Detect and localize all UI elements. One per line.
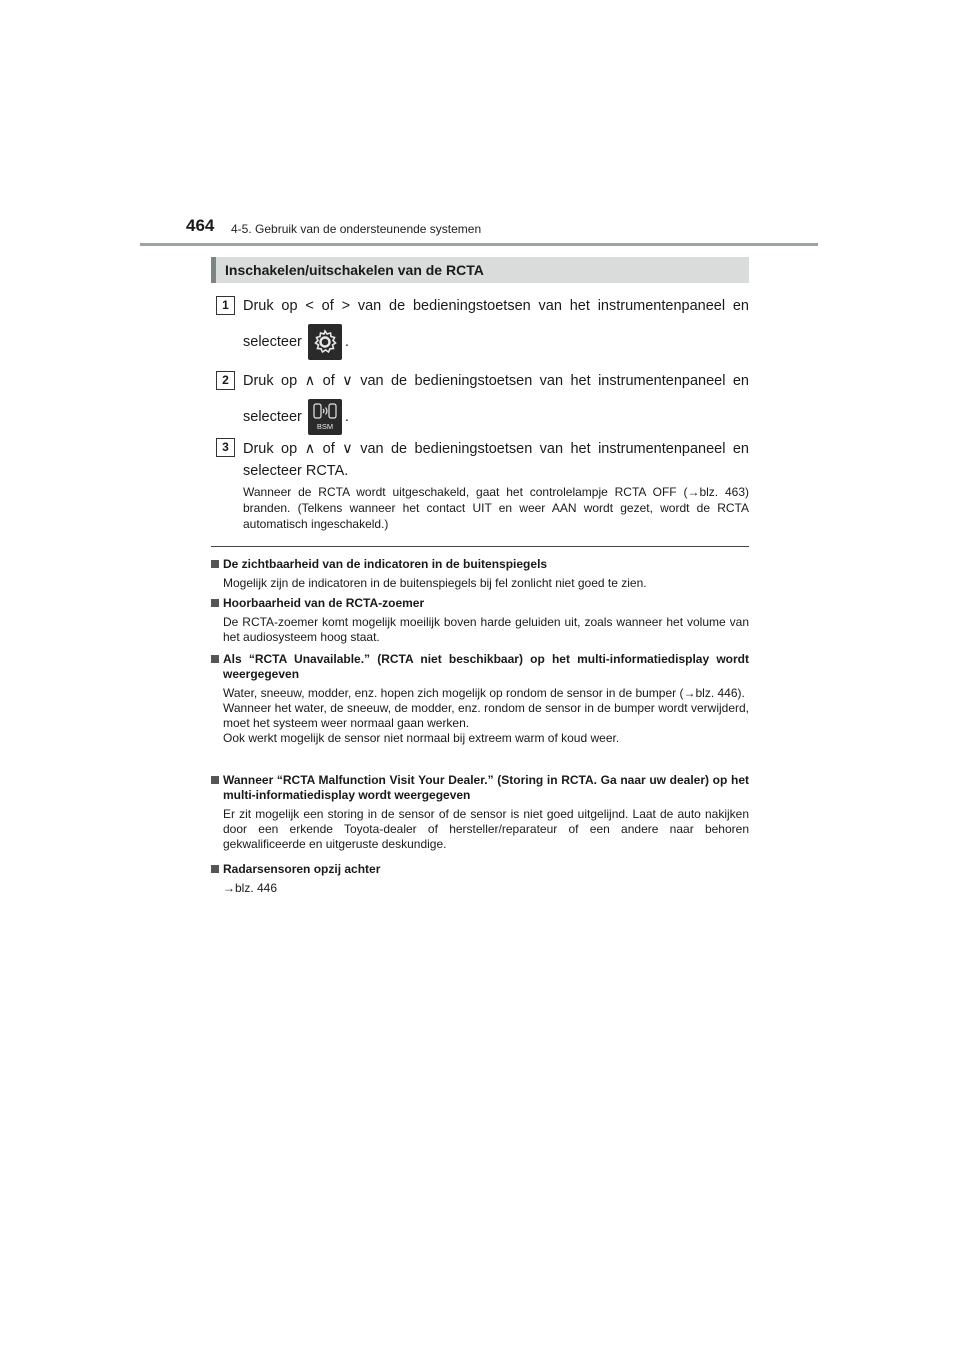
step-number: 2 bbox=[216, 371, 235, 390]
bsm-icon-box bbox=[308, 399, 342, 435]
info-body: →blz. 446 bbox=[223, 881, 278, 895]
bullet-square-icon bbox=[211, 776, 219, 784]
info-heading: Hoorbaarheid van de RCTA-zoemer bbox=[211, 596, 749, 611]
info-body: Mogelijk zijn de indicatoren in de buitenspiegels bij fel zonlicht niet goed te zien. bbox=[223, 576, 647, 590]
info-body: Water, sneeuw, modder, enz. hopen zich mogelijk op rondom de sensor in de bumper (→blz. 446). bbox=[223, 686, 745, 700]
title-bar bbox=[211, 257, 749, 283]
bullet-square-icon bbox=[211, 599, 219, 607]
step-text: Druk op ∧ of ∨ van de bedieningstoetsen van het instrumentenpaneel en bbox=[243, 441, 749, 457]
info-body: Er zit mogelijk een storing in de sensor of de sensor is niet goed uitgelijnd. Laat de auto nakijken door een erkende Toyota-dealer of hersteller/reparateur of een andere naar behoren gekwalificeerde en uitgeruste deskundige. bbox=[223, 807, 749, 851]
info-heading: De zichtbaarheid van de indicatoren in de buitenspiegels bbox=[211, 557, 749, 572]
bullet-square-icon bbox=[211, 865, 219, 873]
info-item bbox=[211, 773, 749, 852]
step-text-cont: selecteer RCTA. bbox=[243, 463, 349, 479]
step-2 bbox=[216, 371, 749, 435]
settings-icon-box bbox=[308, 324, 342, 360]
select-label: selecteer bbox=[243, 334, 302, 350]
select-label: selecteer bbox=[243, 409, 302, 425]
info-item bbox=[211, 596, 749, 645]
info-item bbox=[211, 652, 749, 746]
bullet-square-icon bbox=[211, 655, 219, 663]
select-row bbox=[243, 399, 749, 435]
info-heading: Wanneer “RCTA Malfunction Visit Your Dealer.” (Storing in RCTA. Ga naar uw dealer) op het multi-informatiedisplay wordt weergegeven bbox=[211, 773, 749, 803]
select-suffix: . bbox=[344, 334, 349, 350]
info-heading: Radarsensoren opzij achter bbox=[211, 862, 749, 877]
step-3 bbox=[216, 438, 749, 481]
step-1 bbox=[216, 296, 749, 360]
info-heading: Als “RCTA Unavailable.” (RCTA niet beschikbaar) op het multi-informatiedisplay wordt weergegeven bbox=[211, 652, 749, 682]
section-header: 4-5. Gebruik van de ondersteunende systemen bbox=[231, 222, 482, 236]
info-item bbox=[211, 862, 749, 896]
step-text: Druk op ∧ of ∨ van de bedieningstoetsen van het instrumentenpaneel en bbox=[243, 373, 749, 389]
bsm-icon-label: BSM bbox=[316, 422, 333, 431]
step-number: 3 bbox=[216, 438, 235, 457]
section-title: Inschakelen/uitschakelen van de RCTA bbox=[225, 262, 484, 278]
select-row bbox=[243, 324, 749, 360]
info-item bbox=[211, 557, 749, 591]
page-number: 464 bbox=[186, 216, 215, 235]
info-body: Wanneer het water, de sneeuw, de modder, enz. rondom de sensor in de bumper wordt verwijderd, moet het systeem weer normaal gaan werken. bbox=[223, 701, 749, 730]
step-note: Wanneer de RCTA wordt uitgeschakeld, gaat het controlelampje RCTA OFF (→blz. 463) branden. (Telkens wanneer het contact UIT en weer AAN wordt gezet, wordt de RCTA automatisch ingeschakeld.) bbox=[243, 485, 749, 531]
header-rule bbox=[140, 243, 818, 246]
select-suffix: . bbox=[344, 409, 349, 425]
info-body: Ook werkt mogelijk de sensor niet normaal bij extreem warm of koud weer. bbox=[223, 731, 620, 745]
bsm-icon bbox=[310, 400, 340, 434]
divider bbox=[211, 546, 749, 547]
step-text: Druk op < of > van de bedieningstoetsen van het instrumentenpaneel en bbox=[243, 298, 749, 314]
gear-icon bbox=[311, 328, 339, 356]
step-number: 1 bbox=[216, 296, 235, 315]
bullet-square-icon bbox=[211, 560, 219, 568]
info-body: De RCTA-zoemer komt mogelijk moeilijk boven harde geluiden uit, zoals wanneer het volume van het audiosysteem hoog staat. bbox=[223, 615, 749, 644]
